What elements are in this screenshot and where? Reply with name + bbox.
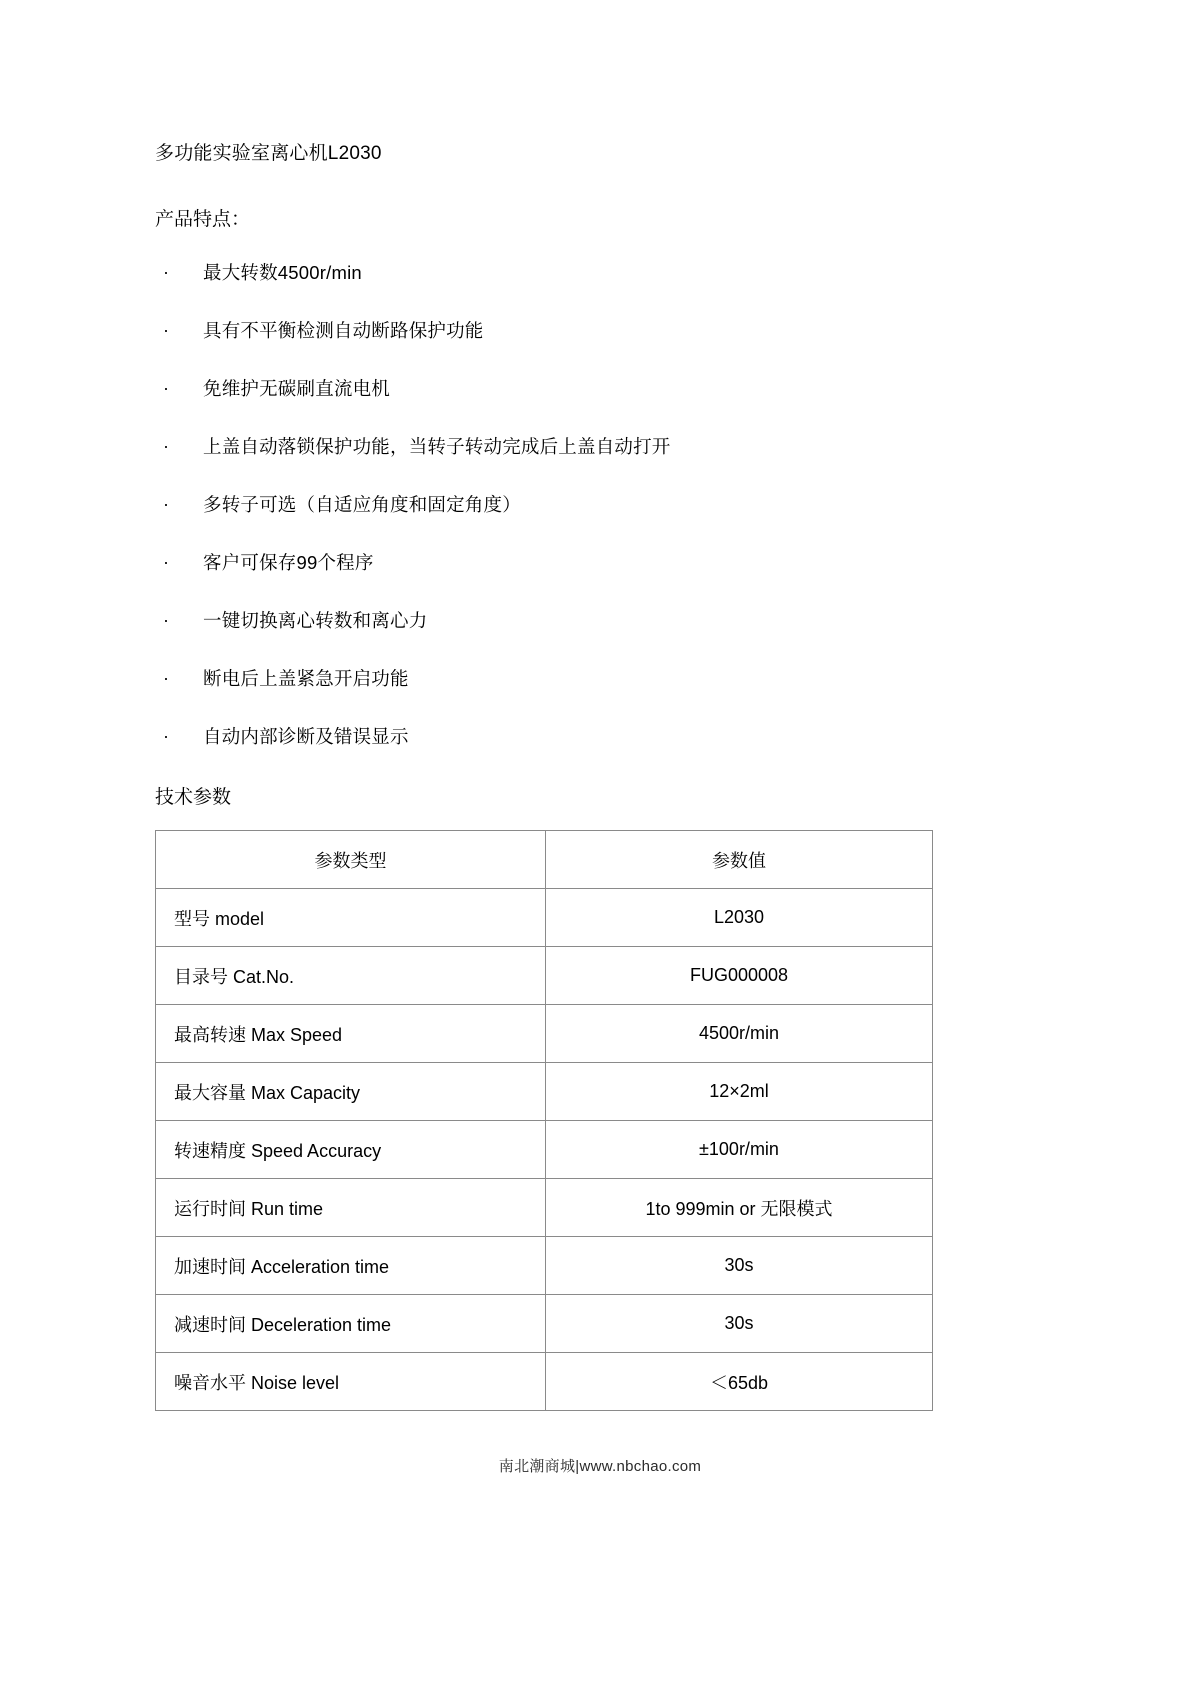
table-row — [156, 1353, 933, 1411]
list-item — [155, 492, 1045, 518]
list-item — [155, 724, 1045, 750]
page-title: 多功能实验室离心机L2030 — [155, 143, 382, 164]
list-item — [155, 666, 1045, 692]
cell-param-name: 最大容量 Max Capacity — [156, 1063, 546, 1121]
table-head — [156, 831, 933, 889]
list-item-label: 上盖自动落锁保护功能，当转子转动完成后上盖自动打开 — [203, 436, 671, 457]
cell-param-value: L2030 — [546, 889, 933, 947]
cell-param-name: 最高转速 Max Speed — [156, 1005, 546, 1063]
specs-heading: 技术参数 — [155, 787, 232, 808]
list-item — [155, 318, 1045, 344]
column-header-param-value: 参数值 — [546, 831, 933, 889]
bullet-icon: · — [163, 436, 170, 456]
cell-param-value: 30s — [546, 1237, 933, 1295]
table-row — [156, 1121, 933, 1179]
list-item — [155, 434, 1045, 460]
list-item-label: 免维护无碳刷直流电机 — [203, 378, 391, 399]
cell-param-name: 转速精度 Speed Accuracy — [156, 1121, 546, 1179]
cell-param-name: 加速时间 Acceleration time — [156, 1237, 546, 1295]
list-item-label: 多转子可选（自适应角度和固定角度） — [203, 494, 521, 515]
column-header-param-type: 参数类型 — [156, 831, 546, 889]
bullet-icon: · — [163, 378, 170, 398]
cell-param-name: 运行时间 Run time — [156, 1179, 546, 1237]
table-row — [156, 1237, 933, 1295]
cell-param-value: 1to 999min or 无限模式 — [546, 1179, 933, 1237]
table-header-row — [156, 831, 933, 889]
list-item — [155, 608, 1045, 634]
cell-param-value: ＜65db — [546, 1353, 933, 1411]
list-item-label: 断电后上盖紧急开启功能 — [203, 668, 409, 689]
table-row — [156, 1179, 933, 1237]
bullet-icon: · — [163, 320, 170, 340]
cell-param-name: 型号 model — [156, 889, 546, 947]
cell-param-name: 减速时间 Deceleration time — [156, 1295, 546, 1353]
bullet-icon: · — [163, 262, 170, 282]
bullet-icon: · — [163, 494, 170, 514]
cell-param-value: 12×2ml — [546, 1063, 933, 1121]
bullet-icon: · — [163, 668, 170, 688]
table-row — [156, 1295, 933, 1353]
cell-param-name: 噪音水平 Noise level — [156, 1353, 546, 1411]
table-row — [156, 889, 933, 947]
table-row — [156, 1005, 933, 1063]
list-item — [155, 376, 1045, 402]
list-item-label: 最大转数4500r/min — [203, 262, 362, 283]
list-item-label: 客户可保存99个程序 — [203, 552, 374, 573]
bullet-icon: · — [163, 552, 170, 572]
table-row — [156, 947, 933, 1005]
cell-param-value: 30s — [546, 1295, 933, 1353]
feature-list — [155, 260, 1045, 750]
bullet-icon: · — [163, 726, 170, 746]
list-item — [155, 260, 1045, 286]
table-body — [156, 889, 933, 1411]
list-item — [155, 550, 1045, 576]
list-item-label: 一键切换离心转数和离心力 — [203, 610, 428, 631]
list-item-label: 自动内部诊断及错误显示 — [203, 726, 409, 747]
features-heading: 产品特点： — [155, 209, 251, 230]
list-item-label: 具有不平衡检测自动断路保护功能 — [203, 320, 484, 341]
bullet-icon: · — [163, 610, 170, 630]
page-footer: 南北潮商城|www.nbchao.com — [498, 1458, 702, 1475]
cell-param-name: 目录号 Cat.No. — [156, 947, 546, 1005]
cell-param-value: FUG000008 — [546, 947, 933, 1005]
cell-param-value: 4500r/min — [546, 1005, 933, 1063]
document-body — [155, 140, 1045, 1411]
specifications-table — [155, 830, 933, 1411]
table-row — [156, 1063, 933, 1121]
cell-param-value: ±100r/min — [546, 1121, 933, 1179]
